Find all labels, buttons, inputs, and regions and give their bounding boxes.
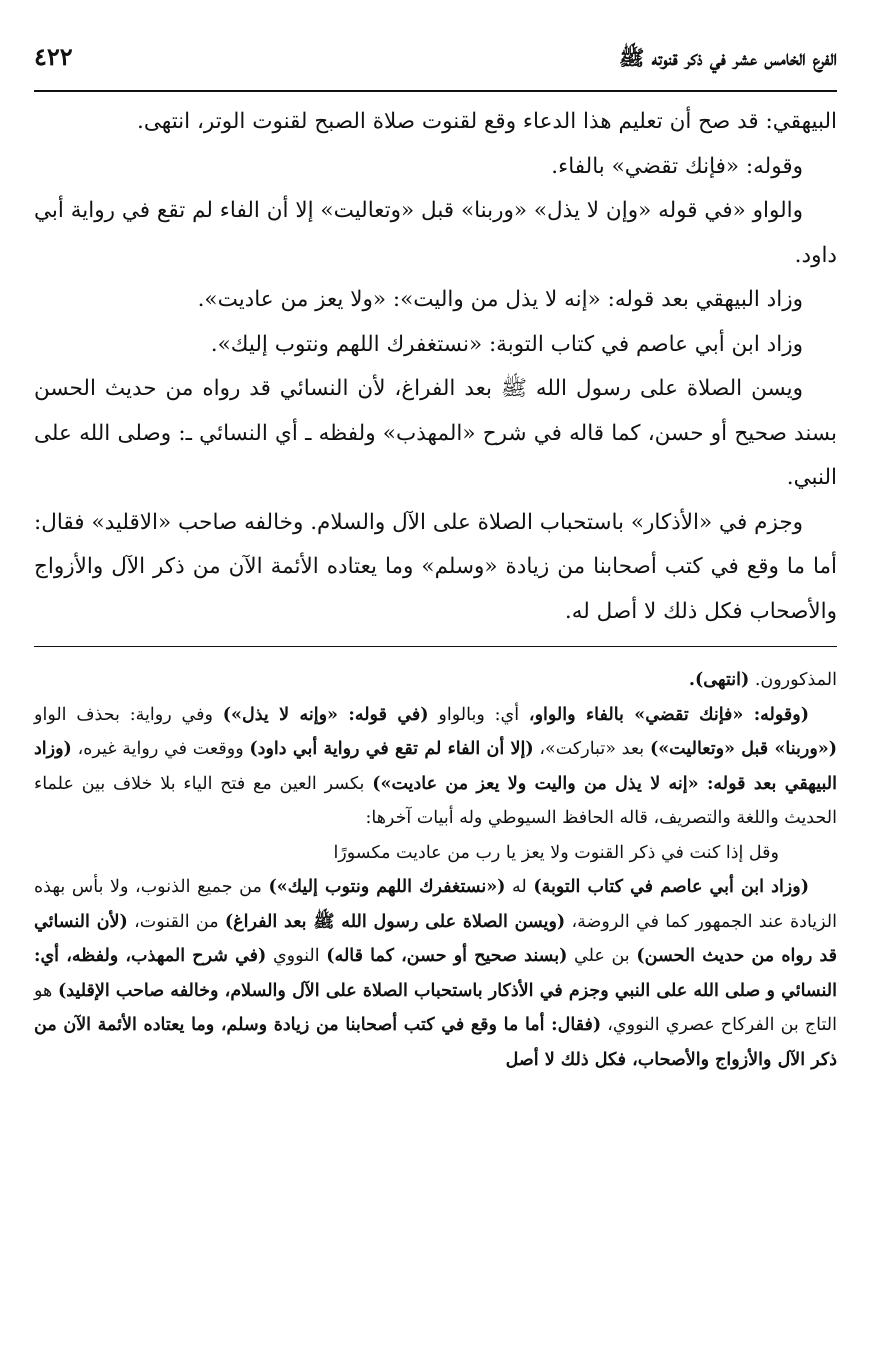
commentary-text: بن علي — [567, 946, 637, 966]
page-header — [34, 40, 837, 92]
commentary-text: وفي رواية: بحذف الواو — [34, 704, 223, 725]
commentary-text: أي: وبالواو — [428, 704, 529, 725]
main-paragraph: وقوله: «فإنك تقضي» بالفاء. — [551, 153, 803, 179]
commentary-text: من جميع الذنوب، ولا بأس بهذه الزيادة عند الجمهور كما في الروضة، — [34, 877, 837, 932]
commentary-text: من القنوت، — [127, 911, 225, 932]
main-paragraph: وزاد ابن أبي عاصم في كتاب التوبة: «نستغفرك اللهم ونتوب إليك». — [210, 331, 803, 357]
quoted-text: (وزاد ابن أبي عاصم في كتاب التوبة) — [533, 877, 809, 897]
main-paragraph: والواو «في قوله «وإن لا يذل» «وربنا» قبل «وتعاليت» إلا أن الفاء لم تقع في رواية أبي داود. — [34, 198, 837, 268]
commentary-text: بعد «تباركت»، — [533, 739, 650, 759]
main-paragraph: ويسن الصلاة على رسول الله ﷺ بعد الفراغ، لأن النسائي قد رواه من حديث الحسن بسند صحيح أو حسن، كما قاله في شرح «المهذب» ولفظه ـ أي النسائي ـ: وصلى الله على النبي. — [34, 376, 837, 490]
commentary-paragraph — [34, 698, 837, 836]
commentary-paragraph — [34, 870, 837, 1077]
main-paragraph: وزاد البيهقي بعد قوله: «إنه لا يذل من واليت»: «ولا يعز من عاديت». — [197, 287, 803, 312]
commentary-text: وقل إذا كنت في ذكر القنوت ولا يعز يا رب من عاديت مكسورًا — [333, 842, 779, 863]
commentary-text: بكسر العين مع فتح الياء بلا خلاف بين علماء الحديث واللغة والتصريف، قاله الحافظ السيوطي وله أبيات آخرها: — [34, 773, 837, 828]
quoted-text: (في قوله: «وإنه لا يذل») — [222, 704, 429, 725]
quoted-text: («وربنا» قبل «وتعاليت») — [649, 739, 837, 759]
quoted-text: (وزاد البيهقي بعد قوله: «إنه لا يذل من واليت ولا يعز من عاديت») — [34, 739, 838, 794]
page-number: ٤٢٢ — [34, 42, 73, 71]
commentary-paragraph — [34, 663, 837, 698]
running-title: الفرع الخامس عشر في ذكر قنوته ﷺ — [618, 45, 837, 70]
quoted-text: (لأن النسائي قد رواه من حديث الحسن) — [34, 911, 838, 966]
quoted-text: (فقال: أما ما وقع في كتب أصحابنا من زيادة وسلم، وما يعتاده الأئمة الآن من ذكر الآل والأزواج والأصحاب، فكل ذلك لا أصل — [34, 1015, 837, 1070]
commentary-text: ووقعت في رواية غيره، — [71, 739, 250, 759]
quoted-text: (ويسن الصلاة على رسول الله ﷺ بعد الفراغ) — [224, 911, 566, 932]
poem-verse — [34, 836, 837, 871]
main-text — [34, 92, 837, 634]
main-paragraph: وجزم في «الأذكار» باستحباب الصلاة على الآل والسلام. وخالفه صاحب «الاقليد» فقال: أما ما وقع في كتب أصحابنا من زيادة «وسلم» وما يعتاده الأئمة الآن من ذكر الآل والأزواج والأصحاب فكل ذلك لا أصل له. — [34, 509, 837, 624]
commentary-text: هو التاج بن الفركاح عصري النووي، — [34, 980, 837, 1035]
commentary-section — [34, 663, 837, 1077]
quoted-text: («نستغفرك اللهم ونتوب إليك») — [268, 877, 506, 897]
quoted-text: (بسند صحيح أو حسن، كما قاله) — [326, 946, 568, 966]
main-paragraph: البيهقي: قد صح أن تعليم هذا الدعاء وقع لقنوت صلاة الصبح لقنوت الوتر، انتهى. — [137, 109, 837, 134]
footnote-divider — [34, 646, 837, 647]
commentary-text: النووي — [266, 946, 327, 966]
quoted-text: (في شرح المهذب، ولفظه، أي: النسائي و صلى الله على النبي وجزم في الأذكار باستحباب الصلاة على الآل والسلام، وخالفه صاحب الإقليد) — [34, 946, 837, 1001]
quoted-text: (إلا أن الفاء لم تقع في رواية أبي داود) — [249, 739, 534, 759]
commentary-text: له — [505, 877, 534, 897]
quoted-text: (وقوله: «فإنك تقضي» بالفاء والواو، — [528, 704, 810, 725]
quoted-text: (انتهى). — [688, 670, 750, 690]
commentary-text: المذكورون. — [749, 670, 837, 690]
